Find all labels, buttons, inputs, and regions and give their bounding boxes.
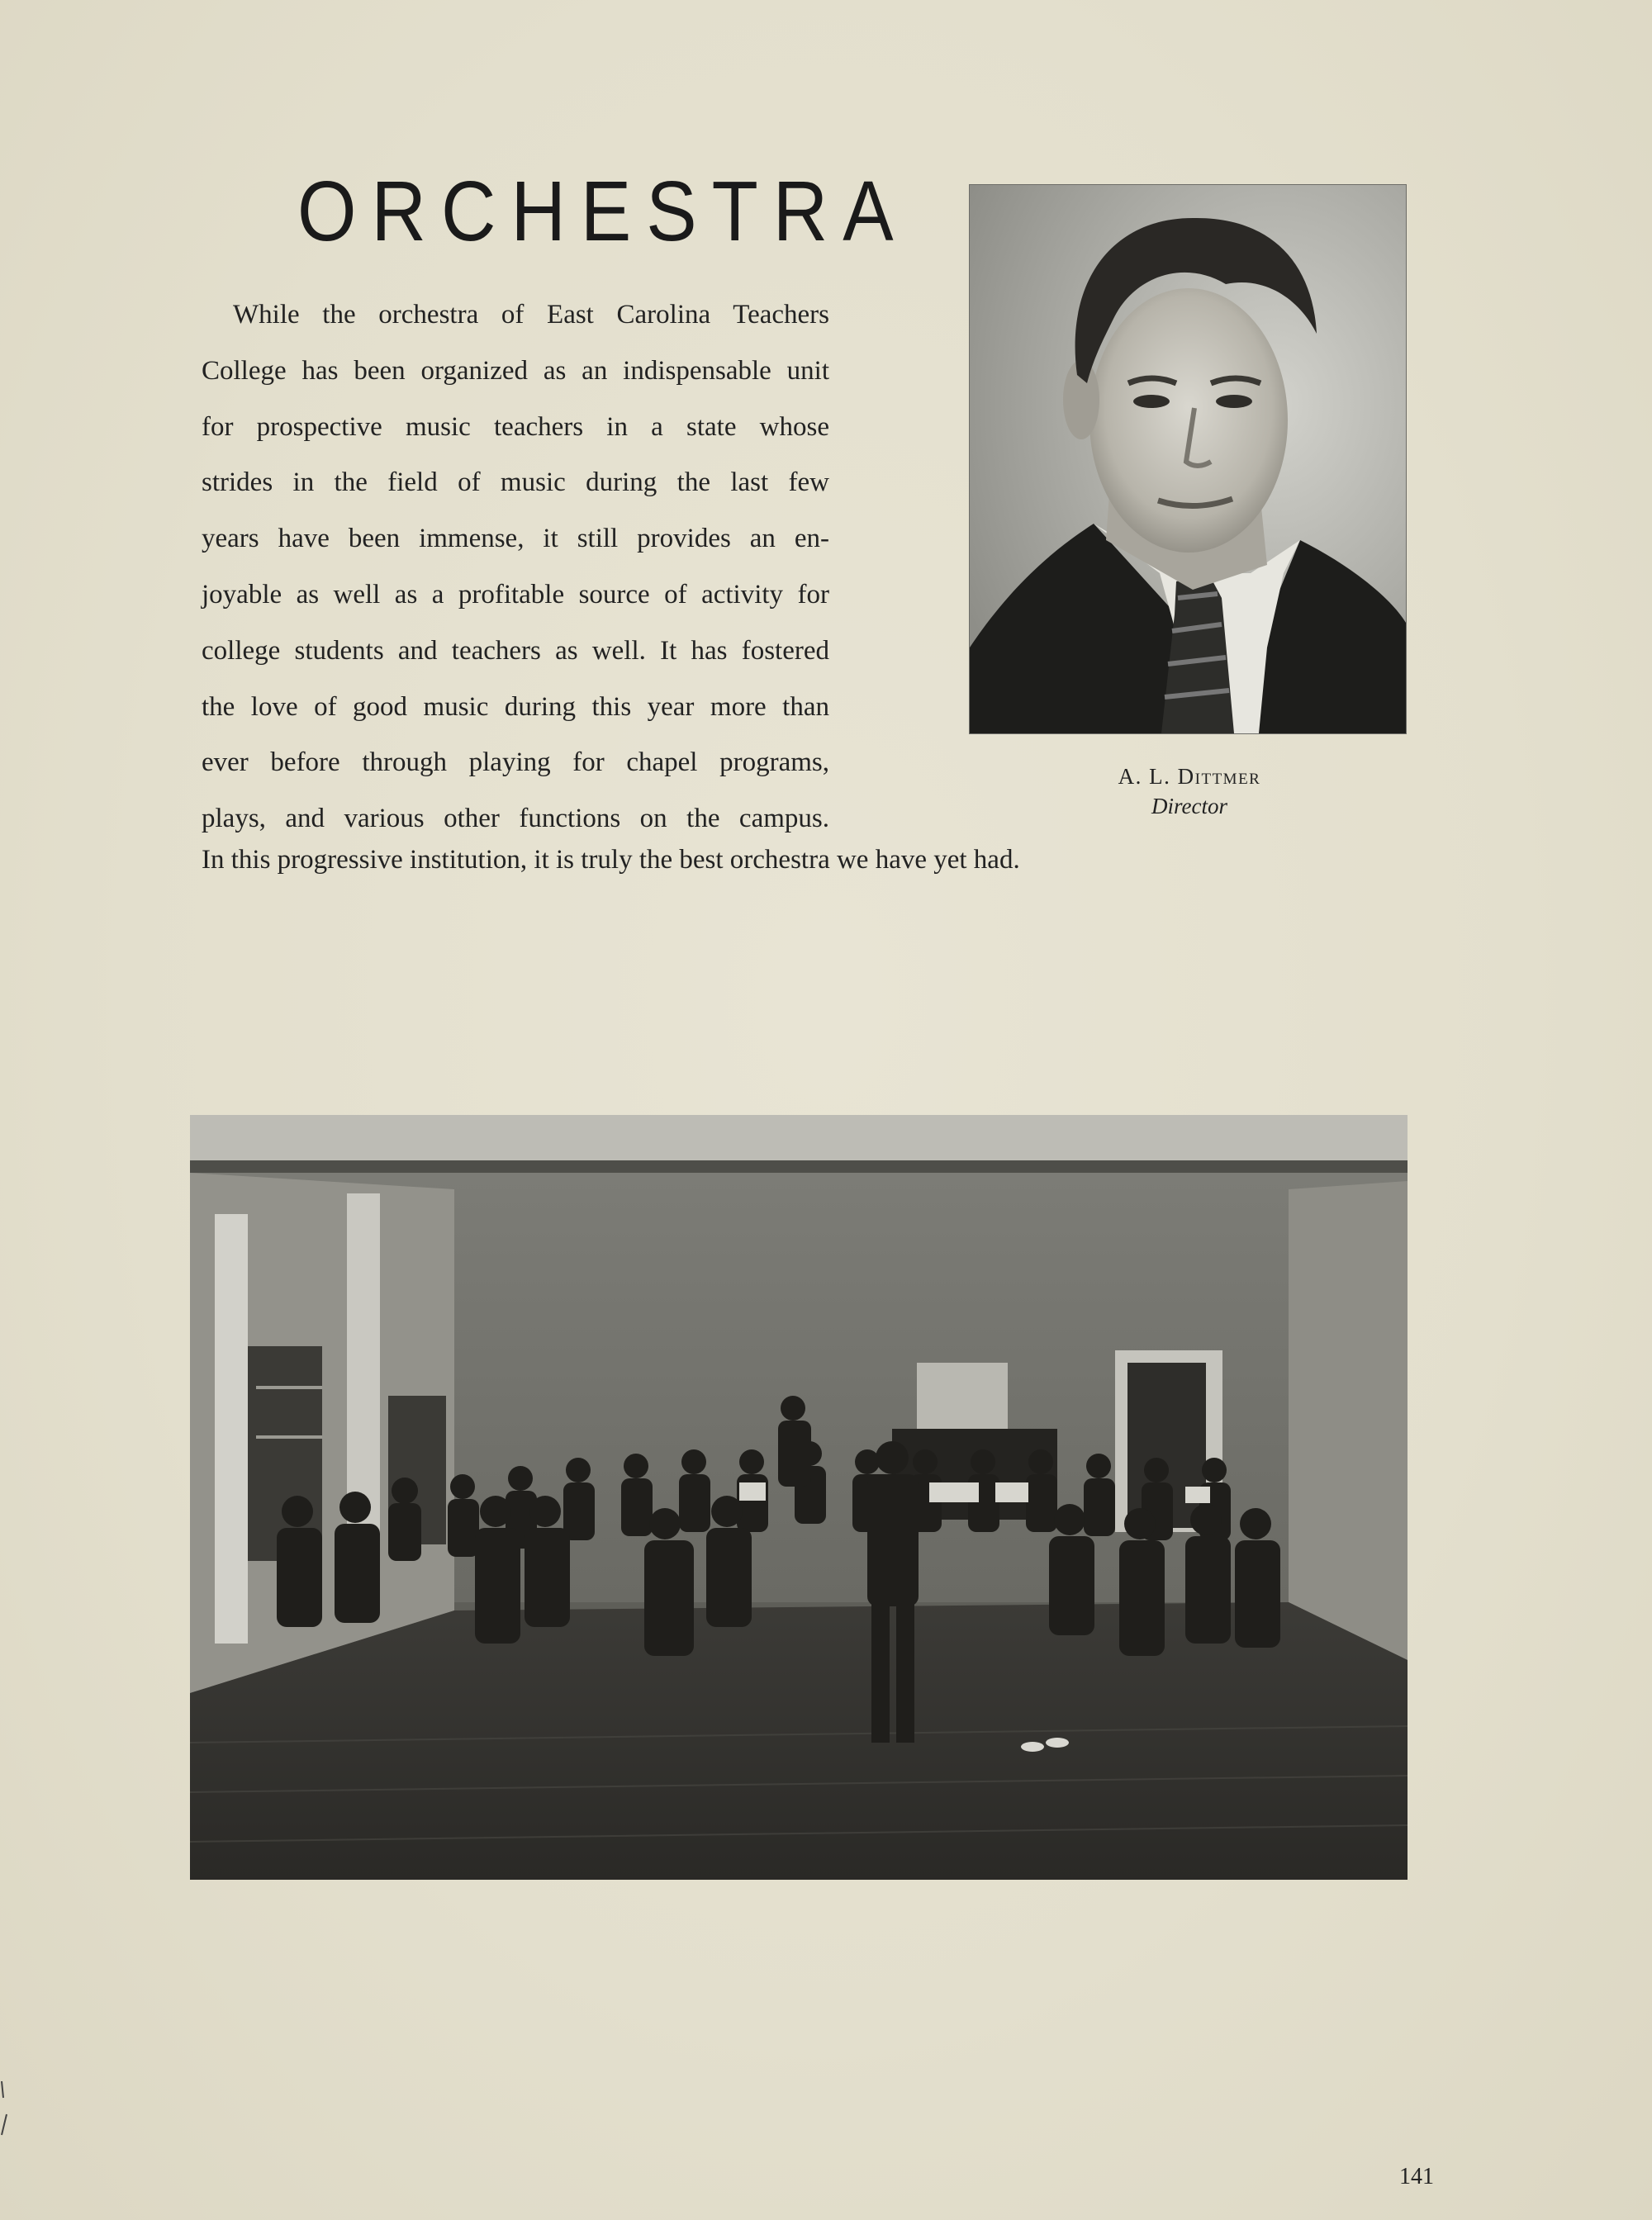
- article-paragraph: [202, 287, 829, 847]
- director-name: A. L. Dittmer: [1118, 764, 1261, 789]
- paragraph-line: plays, and various other functions on the campus.: [202, 804, 829, 834]
- orchestra-group-photo: [190, 1115, 1408, 1880]
- paragraph-line: years have been immense, it still provides an en-: [202, 524, 829, 554]
- paragraph-line: college students and teachers as well. It has fostered: [202, 635, 829, 666]
- paragraph-line: strides in the field of music during the last few: [202, 467, 829, 498]
- paragraph-line: joyable as well as a profitable source of activity for: [202, 579, 829, 610]
- paragraph-line: the love of good music during this year more than: [202, 691, 829, 722]
- paragraph-final-line: In this progressive institution, it is truly the best orchestra we have yet had.: [202, 845, 1020, 875]
- paragraph-line: While the orchestra of East Carolina Teachers: [233, 300, 829, 330]
- paragraph-line: College has been organized as an indispensable unit: [202, 355, 829, 386]
- paragraph-line: for prospective music teachers in a state whose: [202, 411, 829, 442]
- page-number: 141: [1399, 2164, 1434, 2189]
- director-portrait-photo: [970, 185, 1406, 733]
- paragraph-line: ever before through playing for chapel programs,: [202, 747, 829, 778]
- director-role: Director: [1151, 794, 1227, 818]
- portrait-caption: [1024, 761, 1355, 821]
- margin-mark: [0, 2081, 8, 2139]
- page-title: ORCHESTRA: [297, 164, 909, 259]
